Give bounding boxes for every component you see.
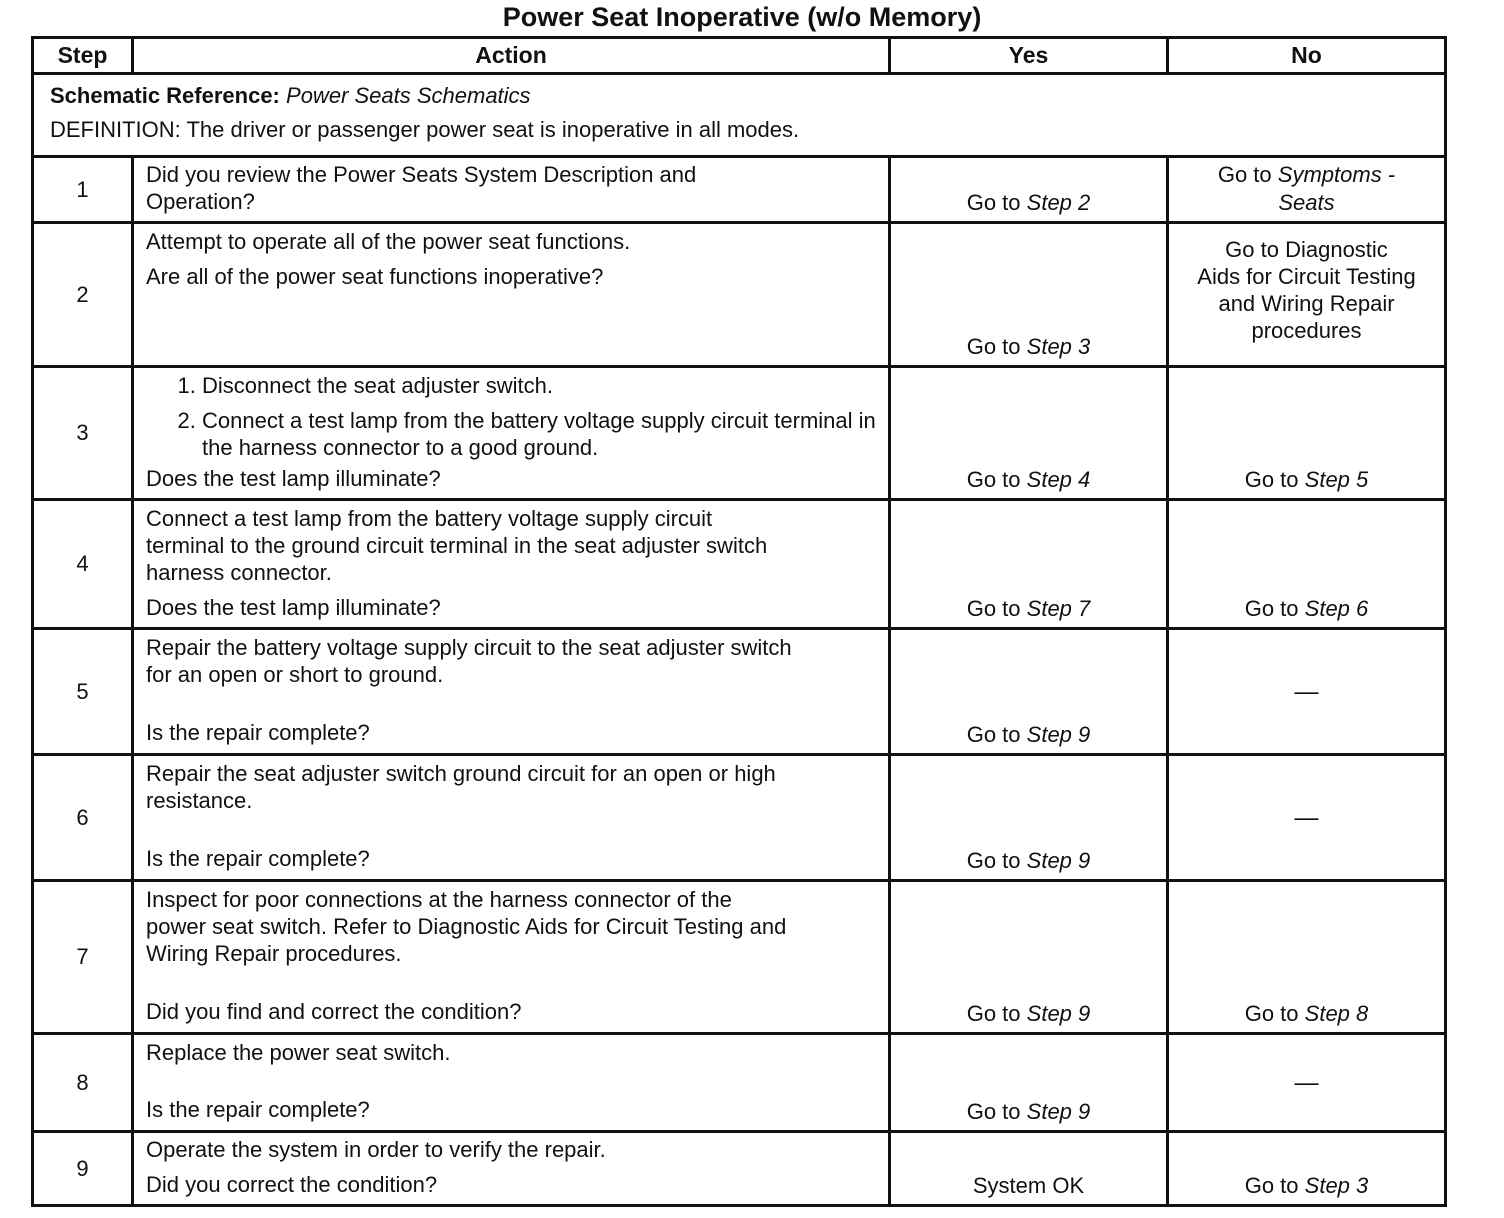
no-cell	[1168, 755, 1446, 881]
yes-answer[interactable]: Go to Step 9	[966, 722, 1091, 747]
step-number: 4	[33, 500, 133, 629]
yes-cell	[890, 755, 1168, 881]
action-line: Repair the battery voltage supply circuit to the seat adjuster switch	[146, 635, 792, 660]
no-cell	[1168, 1132, 1446, 1206]
action-cell	[133, 367, 890, 500]
action-line: Connect a test lamp from the battery voltage supply circuit	[146, 506, 713, 531]
yes-answer[interactable]: Go to Step 2	[966, 190, 1091, 215]
no-answer-dash: —	[1294, 678, 1319, 705]
action-line: Operate the system in order to verify the repair.	[146, 1137, 606, 1162]
action-cell	[133, 1034, 890, 1132]
action-cell	[133, 755, 890, 881]
yes-cell	[890, 500, 1168, 629]
step-number: 3	[33, 367, 133, 500]
yes-answer[interactable]: Go to Step 7	[966, 596, 1091, 621]
no-cell	[1168, 881, 1446, 1034]
action-cell	[133, 157, 890, 223]
list-item: 2. Connect a test lamp from the battery voltage supply circuit terminal in the harness connector to a good ground.	[202, 407, 878, 461]
action-question: Did you correct the condition?	[146, 1172, 438, 1197]
step-number: 2	[33, 223, 133, 367]
no-cell	[1168, 223, 1446, 367]
no-answer[interactable]: Go to Step 6	[1244, 596, 1369, 621]
no-answer[interactable]: Go to Symptoms - Seats	[1217, 162, 1396, 215]
schematic-link[interactable]: Power Seats Schematics	[286, 83, 531, 108]
action-cell	[133, 1132, 890, 1206]
action-cell	[133, 223, 890, 367]
action-question: Does the test lamp illuminate?	[146, 595, 441, 620]
step-number: 8	[33, 1034, 133, 1132]
action-cell	[133, 629, 890, 755]
step-number: 5	[33, 629, 133, 755]
table-row	[33, 500, 1446, 629]
no-cell	[1168, 500, 1446, 629]
step-number: 7	[33, 881, 133, 1034]
action-line: Did you review the Power Seats System Description and	[146, 162, 697, 187]
no-cell	[1168, 157, 1446, 223]
action-line: harness connector.	[146, 560, 332, 585]
table-row	[33, 755, 1446, 881]
table-row	[33, 157, 1446, 223]
yes-answer[interactable]: Go to Step 3	[966, 334, 1091, 359]
action-line: for an open or short to ground.	[146, 662, 444, 687]
no-answer[interactable]: Go to Step 8	[1244, 1001, 1369, 1026]
step-number: 1	[33, 157, 133, 223]
no-cell	[1168, 1034, 1446, 1132]
header-no: No	[1168, 38, 1446, 74]
header-yes: Yes	[890, 38, 1168, 74]
no-answer[interactable]: Go to Step 3	[1244, 1173, 1369, 1198]
yes-cell	[890, 629, 1168, 755]
action-question: Does the test lamp illuminate?	[146, 466, 441, 491]
action-question: Is the repair complete?	[146, 720, 370, 745]
reference-cell	[33, 74, 1446, 157]
action-line: terminal to the ground circuit terminal in the seat adjuster switch	[146, 533, 768, 558]
header-step: Step	[33, 38, 133, 74]
schematic-reference	[50, 79, 1428, 113]
diagnostic-table	[31, 36, 1447, 1207]
yes-answer[interactable]: Go to Step 9	[966, 848, 1091, 873]
numbered-list	[146, 372, 878, 461]
table-row	[33, 367, 1446, 500]
no-cell	[1168, 367, 1446, 500]
action-line: Wiring Repair procedures.	[146, 941, 402, 966]
action-question: Did you find and correct the condition?	[146, 999, 522, 1024]
table-row	[33, 629, 1446, 755]
header-row	[33, 38, 1446, 74]
yes-cell	[890, 223, 1168, 367]
action-line: Attempt to operate all of the power seat functions.	[146, 229, 631, 254]
definition: DEFINITION: The driver or passenger power seat is inoperative in all modes.	[50, 117, 800, 142]
yes-answer[interactable]: Go to Step 4	[966, 467, 1091, 492]
page-title: Power Seat Inoperative (w/o Memory)	[502, 2, 982, 32]
table-row	[33, 1132, 1446, 1206]
no-answer-dash: —	[1294, 1069, 1319, 1096]
table-row	[33, 881, 1446, 1034]
action-cell	[133, 881, 890, 1034]
action-line: resistance.	[146, 788, 253, 813]
table-row	[33, 223, 1446, 367]
reference-row	[33, 74, 1446, 157]
action-line: power seat switch. Refer to Diagnostic Aids for Circuit Testing and	[146, 914, 787, 939]
no-answer[interactable]: Go to Diagnostic Aids for Circuit Testing and Wiring Repair procedures	[1197, 237, 1416, 343]
yes-answer[interactable]: Go to Step 9	[966, 1001, 1091, 1026]
no-answer[interactable]: Go to Step 5	[1244, 467, 1369, 492]
action-question: Is the repair complete?	[146, 846, 370, 871]
yes-cell	[890, 367, 1168, 500]
action-line: Are all of the power seat functions inoperative?	[146, 264, 604, 289]
table-row	[33, 1034, 1446, 1132]
step-number: 9	[33, 1132, 133, 1206]
step-number: 6	[33, 755, 133, 881]
schematic-label: Schematic Reference:	[50, 83, 280, 108]
header-action: Action	[133, 38, 890, 74]
action-line: Repair the seat adjuster switch ground circuit for an open or high	[146, 761, 776, 786]
yes-cell	[890, 1034, 1168, 1132]
action-cell	[133, 500, 890, 629]
no-answer-dash: —	[1294, 804, 1319, 831]
yes-answer[interactable]: Go to Step 9	[966, 1099, 1091, 1124]
yes-cell	[890, 157, 1168, 223]
action-line: Inspect for poor connections at the harness connector of the	[146, 887, 732, 912]
no-cell	[1168, 629, 1446, 755]
list-item: 1. Disconnect the seat adjuster switch.	[202, 372, 878, 399]
yes-cell	[890, 881, 1168, 1034]
action-line: Replace the power seat switch.	[146, 1040, 451, 1065]
yes-answer[interactable]: System OK	[972, 1173, 1085, 1198]
action-line: Operation?	[146, 189, 255, 214]
action-question: Is the repair complete?	[146, 1097, 370, 1122]
yes-cell	[890, 1132, 1168, 1206]
